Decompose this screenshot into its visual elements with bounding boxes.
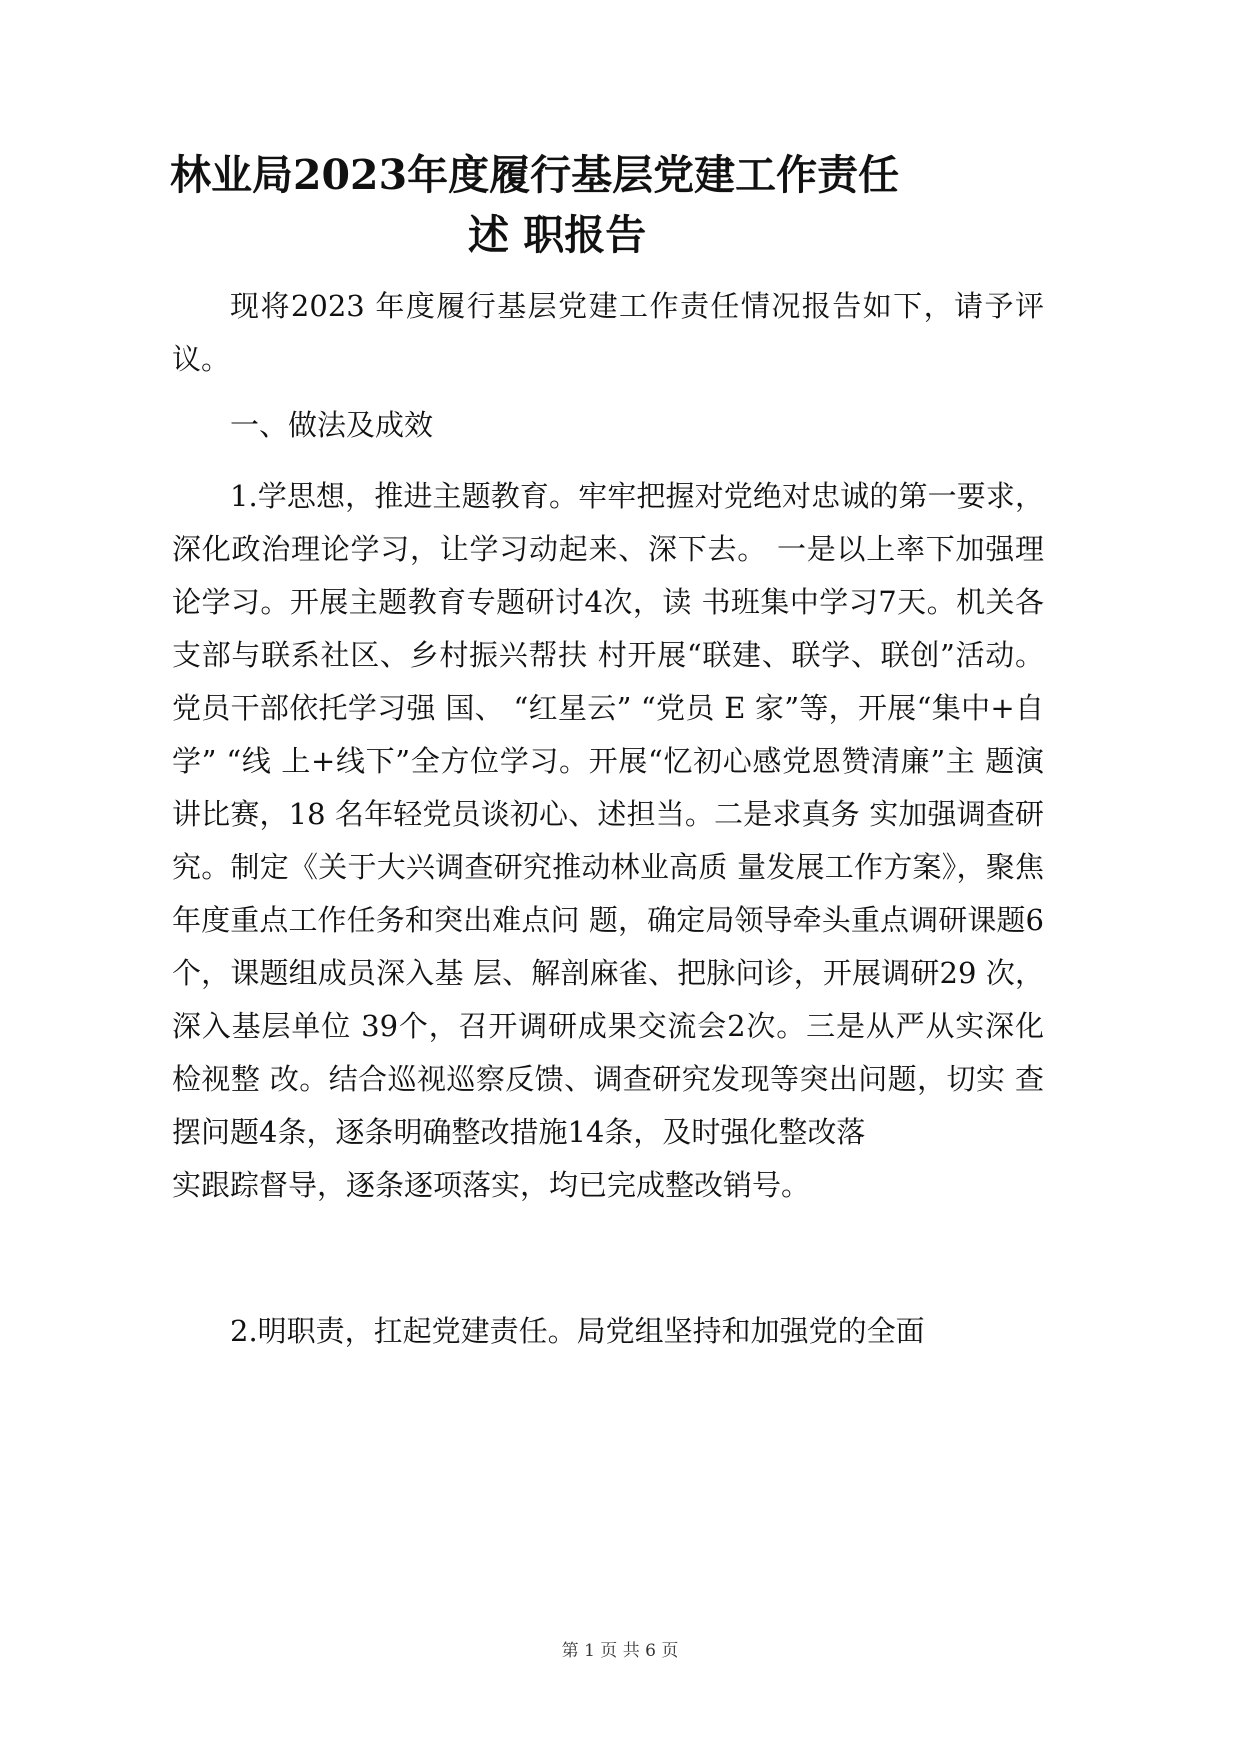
document-title	[170, 145, 1050, 265]
intro-paragraph: 现将2023 年度履行基层党建工作责任情况报告如下，请予评议。	[172, 289, 1044, 376]
section-heading: 一、做法及成效	[230, 408, 434, 442]
item2-paragraph: 2.明职责，扛起党建责任。局党组坚持和加强党的全面	[230, 1314, 925, 1348]
item1-tail-text: 实跟踪督导，逐条逐项落实，均已完成整改销号。	[172, 1168, 811, 1202]
item1-main-text: 1.学思想，推进主题教育。牢牢把握对党绝对忠诚的第一要求，深化政治理论学习，让学习动起来、深下去。 一是以上率下加强理论学习。开展主题教育专题研讨4次，读 书班集中学习7天。机关各支部与联系社区、乡村振兴帮扶 村开展“联建、联学、联创”活动。党员干部依托学习强 国、 “红星云” “党员 E 家”等，开展“集中+自学” “线 上+线下”全方位学习。开展“忆初心感党恩赞清廉”主 题演讲比赛，18 名年轻党员谈初心、述担当。二是求真务 实加强调查研究。制定《关于大兴调查研究推动林业高质 量发展工作方案》，聚焦年度重点工作任务和突出难点问 题，确定局领导牵头重点调研课题6个，课题组成员深入基 层、解剖麻雀、把脉问诊，开展调研29 次，深入基层单位 39个，召开调研成果交流会2次。三是从严从实深化检视整 改。结合巡视巡察反馈、调查研究发现等突出问题，切实 查摆问题4条，逐条明确整改措施14条，及时强化整改落	[172, 479, 1044, 1149]
document-title-line2: 述 职报告	[468, 211, 647, 259]
document-title-line1: 林业局2023年度履行基层党建工作责任	[170, 151, 900, 199]
page-footer: 第 1 页 共 6 页	[561, 1641, 679, 1661]
item1-paragraph	[172, 470, 1044, 1212]
